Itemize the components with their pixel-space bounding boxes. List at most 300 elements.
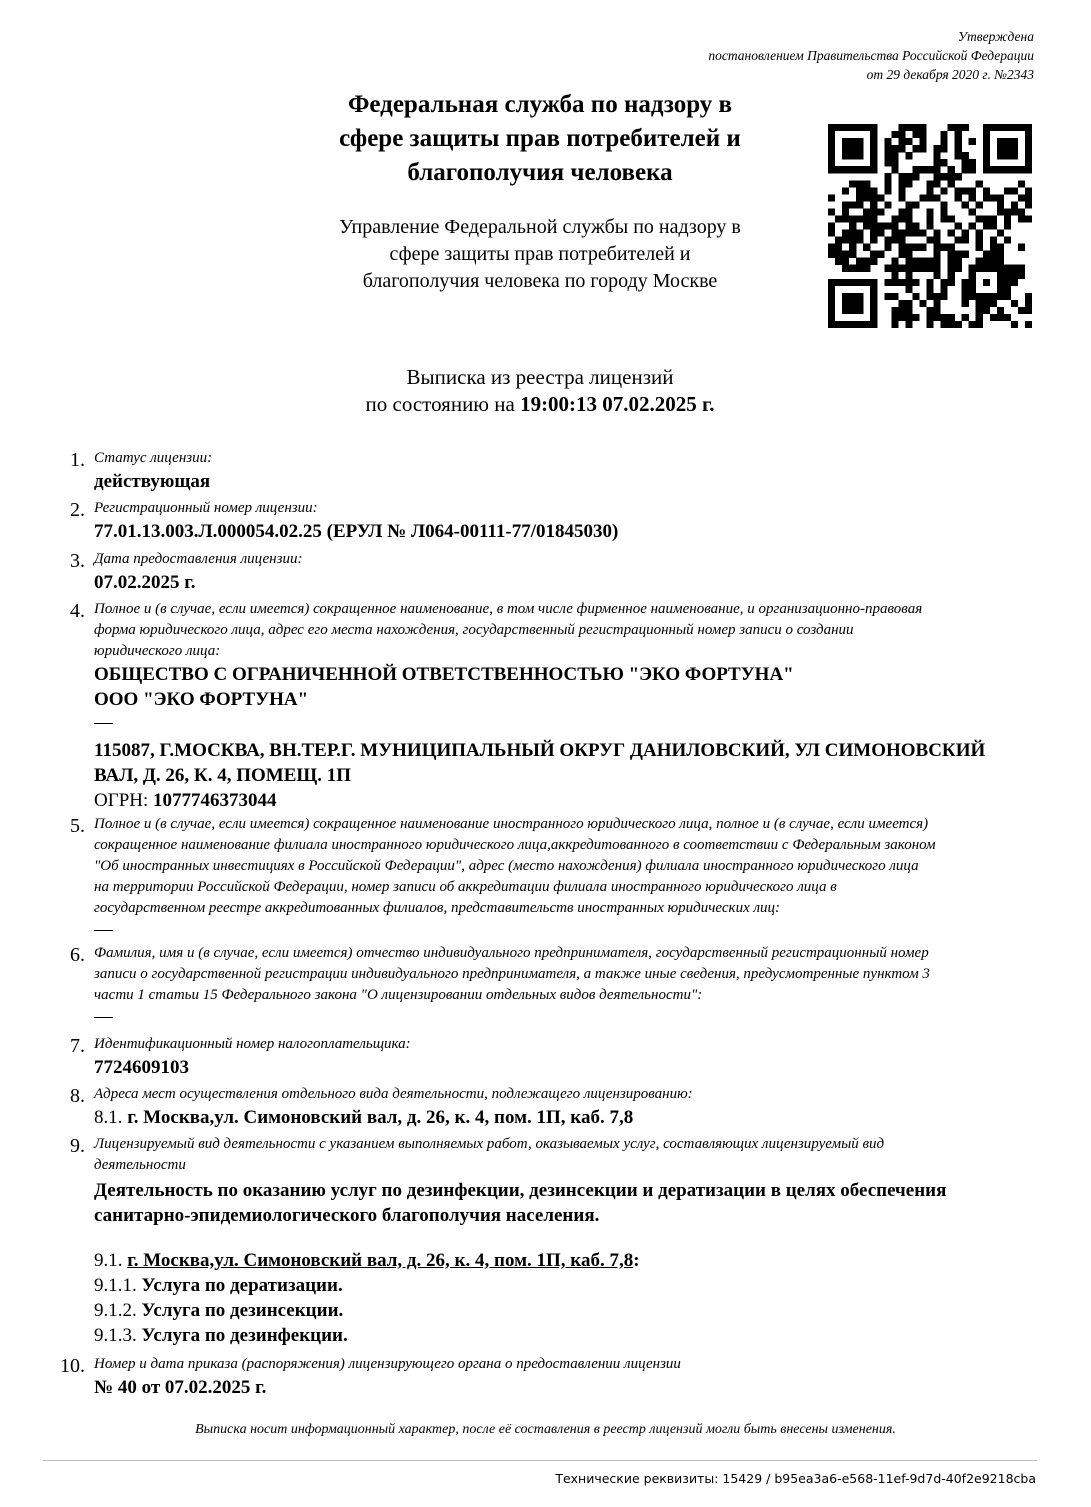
qr-module	[990, 251, 997, 258]
qr-module	[955, 145, 962, 152]
qr-module	[1011, 201, 1018, 208]
qr-module	[941, 279, 948, 286]
qr-module	[1011, 321, 1018, 328]
qr-module	[870, 124, 877, 131]
qr-module	[955, 124, 962, 131]
qr-module	[856, 300, 863, 307]
qr-module	[870, 293, 877, 300]
qr-module	[870, 166, 877, 173]
qr-module	[905, 272, 912, 279]
service-place-address: г. Москва,ул. Симоновский вал, д. 26, к. 4, пом. 1П, каб. 7,8	[127, 1250, 634, 1271]
qr-module	[919, 244, 926, 251]
qr-module	[842, 215, 849, 222]
qr-module	[962, 159, 969, 166]
qr-module	[962, 279, 969, 286]
qr-module	[969, 194, 976, 201]
qr-module	[926, 265, 933, 272]
qr-module	[842, 237, 849, 244]
qr-module	[863, 180, 870, 187]
entrepreneur-caption-line-1: Фамилия, имя и (в случае, если имеется) отчество индивидуального предпринимателя, государственный регистрационный номер	[94, 945, 929, 961]
qr-module	[891, 258, 898, 265]
qr-module	[941, 215, 948, 222]
qr-module	[905, 138, 912, 145]
qr-module	[835, 124, 842, 131]
inn-value: 7724609103	[94, 1057, 189, 1078]
qr-module	[856, 258, 863, 265]
qr-module	[891, 159, 898, 166]
qr-module	[990, 265, 997, 272]
qr-module	[891, 272, 898, 279]
qr-module	[870, 279, 877, 286]
license-date-value: 07.02.2025 г.	[94, 572, 196, 593]
qr-module	[842, 293, 849, 300]
department-line-2: сфере защиты прав потребителей и	[389, 243, 691, 265]
qr-module	[884, 152, 891, 159]
qr-module	[926, 279, 933, 286]
qr-module	[905, 180, 912, 187]
item-number: 4.	[70, 600, 85, 622]
qr-module	[905, 321, 912, 328]
qr-module	[877, 208, 884, 215]
qr-module	[983, 145, 990, 152]
qr-module	[870, 201, 877, 208]
qr-module	[828, 131, 835, 138]
qr-module	[891, 307, 898, 314]
qr-module	[849, 152, 856, 159]
qr-module	[983, 215, 990, 222]
licensed-activity-line-1: Деятельность по оказанию услуг по дезинфекции, дезинсекции и дератизации в целях обеспечения	[94, 1180, 947, 1201]
qr-module	[1025, 215, 1032, 222]
qr-module	[934, 314, 941, 321]
qr-module	[870, 237, 877, 244]
qr-module	[948, 215, 955, 222]
qr-module	[919, 145, 926, 152]
qr-module	[941, 314, 948, 321]
qr-module	[842, 307, 849, 314]
qr-module	[926, 258, 933, 265]
company-address-line-1: 115087, Г.МОСКВА, ВН.ТЕР.Г. МУНИЦИПАЛЬНЫЙ ОКРУГ ДАНИЛОВСКИЙ, УЛ СИМОНОВСКИЙ	[94, 740, 986, 761]
qr-module	[941, 293, 948, 300]
qr-module	[856, 180, 863, 187]
department-line-3: благополучия человека по городу Москве	[362, 270, 718, 292]
qr-module	[898, 265, 905, 272]
qr-module	[983, 307, 990, 314]
qr-module	[863, 166, 870, 173]
qr-module	[842, 230, 849, 237]
qr-module	[955, 187, 962, 194]
qr-module	[997, 272, 1004, 279]
service-place-9-1	[94, 1248, 1039, 1273]
qr-module	[1025, 138, 1032, 145]
qr-module	[976, 321, 983, 328]
qr-module	[1025, 187, 1032, 194]
qr-module	[835, 244, 842, 251]
qr-module	[828, 314, 835, 321]
qr-module	[912, 173, 919, 180]
qr-module	[898, 215, 905, 222]
qr-code-icon	[828, 124, 1032, 328]
qr-module	[863, 187, 870, 194]
qr-module	[849, 244, 856, 251]
qr-module	[884, 201, 891, 208]
qr-module	[905, 279, 912, 286]
agency-line-3: благополучия человека	[407, 159, 673, 186]
qr-module	[856, 237, 863, 244]
qr-module	[863, 124, 870, 131]
qr-module	[849, 265, 856, 272]
item-number: 5.	[70, 815, 85, 837]
qr-module	[828, 300, 835, 307]
qr-module	[877, 230, 884, 237]
footer-divider	[43, 1460, 1037, 1461]
qr-module	[997, 152, 1004, 159]
qr-module	[842, 258, 849, 265]
qr-module	[990, 244, 997, 251]
qr-module	[898, 173, 905, 180]
qr-module	[934, 180, 941, 187]
qr-module	[1011, 208, 1018, 215]
qr-module	[997, 166, 1004, 173]
service-9-1-2	[94, 1298, 1039, 1323]
qr-module	[976, 258, 983, 265]
qr-module	[983, 166, 990, 173]
entrepreneur-caption-line-2: записи о государственной регистрации индивидуального предпринимателя, а также иные сведения, предусмотренные пунктом 3	[94, 966, 930, 982]
service-number: 9.1.2.	[94, 1300, 137, 1321]
qr-module	[997, 145, 1004, 152]
qr-module	[912, 279, 919, 286]
qr-module	[828, 321, 835, 328]
qr-module	[1004, 279, 1011, 286]
qr-module	[884, 145, 891, 152]
qr-module	[1004, 222, 1011, 229]
qr-module	[842, 201, 849, 208]
qr-module	[983, 258, 990, 265]
qr-module	[983, 131, 990, 138]
qr-module	[962, 251, 969, 258]
qr-module	[849, 138, 856, 145]
qr-module	[842, 145, 849, 152]
qr-module	[863, 321, 870, 328]
qr-module	[870, 258, 877, 265]
qr-module	[969, 222, 976, 229]
qr-module	[870, 138, 877, 145]
service-number: 9.1.3.	[94, 1325, 137, 1346]
qr-module	[1004, 152, 1011, 159]
qr-module	[941, 208, 948, 215]
qr-module	[934, 159, 941, 166]
qr-module	[912, 201, 919, 208]
qr-module	[948, 173, 955, 180]
extract-datetime: 19:00:13 07.02.2025 г.	[520, 392, 715, 416]
qr-module	[828, 145, 835, 152]
qr-module	[990, 293, 997, 300]
qr-module	[856, 124, 863, 131]
approval-line-3: от 29 декабря 2020 г. №2343	[866, 67, 1034, 82]
qr-module	[969, 187, 976, 194]
qr-module	[948, 314, 955, 321]
qr-module	[969, 279, 976, 286]
qr-module	[997, 293, 1004, 300]
qr-module	[905, 173, 912, 180]
activity-address-8-1	[94, 1105, 1039, 1130]
qr-module	[926, 237, 933, 244]
entrepreneur-empty-dash: —	[94, 1006, 113, 1027]
qr-module	[955, 265, 962, 272]
qr-module	[898, 187, 905, 194]
qr-module	[891, 321, 898, 328]
qr-module	[1011, 272, 1018, 279]
qr-module	[863, 222, 870, 229]
qr-module	[962, 237, 969, 244]
qr-module	[891, 222, 898, 229]
qr-module	[912, 230, 919, 237]
qr-module	[912, 145, 919, 152]
qr-module	[856, 145, 863, 152]
qr-module	[948, 230, 955, 237]
qr-module	[912, 314, 919, 321]
qr-module	[934, 166, 941, 173]
qr-module	[1025, 307, 1032, 314]
qr-module	[856, 215, 863, 222]
qr-module	[849, 307, 856, 314]
ogrn-value: 1077746373044	[153, 790, 277, 811]
qr-module	[891, 215, 898, 222]
qr-module	[926, 215, 933, 222]
qr-module	[997, 314, 1004, 321]
qr-module	[1011, 138, 1018, 145]
qr-module	[997, 208, 1004, 215]
qr-module	[898, 251, 905, 258]
qr-module	[849, 321, 856, 328]
qr-module	[898, 307, 905, 314]
qr-module	[1011, 166, 1018, 173]
qr-module	[955, 237, 962, 244]
qr-module	[919, 265, 926, 272]
technical-details: Технические реквизиты: 15429 / b95ea3a6-e568-11ef-9d7d-40f2e9218cba	[555, 1471, 1036, 1486]
qr-module	[941, 286, 948, 293]
qr-module	[1025, 166, 1032, 173]
qr-module	[898, 314, 905, 321]
qr-module	[891, 265, 898, 272]
qr-module	[1004, 145, 1011, 152]
qr-module	[962, 187, 969, 194]
qr-module	[919, 131, 926, 138]
qr-module	[870, 194, 877, 201]
qr-module	[828, 166, 835, 173]
department-title	[290, 214, 790, 295]
qr-module	[1011, 279, 1018, 286]
qr-module	[948, 321, 955, 328]
qr-module	[828, 251, 835, 258]
qr-module	[884, 265, 891, 272]
qr-module	[919, 166, 926, 173]
qr-module	[983, 265, 990, 272]
qr-module	[926, 222, 933, 229]
qr-module	[870, 187, 877, 194]
qr-module	[962, 300, 969, 307]
qr-module	[926, 321, 933, 328]
qr-module	[898, 237, 905, 244]
qr-module	[997, 251, 1004, 258]
extract-title	[290, 364, 790, 418]
qr-module	[856, 194, 863, 201]
qr-module	[976, 244, 983, 251]
item-number: 2.	[70, 499, 85, 521]
qr-module	[1018, 180, 1025, 187]
activity-address-value: г. Москва,ул. Симоновский вал, д. 26, к. 4, пом. 1П, каб. 7,8	[127, 1107, 634, 1128]
qr-module	[962, 152, 969, 159]
item-number: 6.	[70, 944, 85, 966]
qr-module	[934, 237, 941, 244]
qr-module	[849, 293, 856, 300]
qr-module	[1011, 300, 1018, 307]
qr-module	[948, 258, 955, 265]
extract-date-line	[290, 391, 790, 418]
qr-module	[948, 265, 955, 272]
qr-module	[891, 314, 898, 321]
approval-line-2: постановлением Правительства Российской Федерации	[708, 48, 1034, 63]
qr-module	[948, 244, 955, 251]
qr-module	[898, 230, 905, 237]
qr-module	[941, 138, 948, 145]
qr-module	[983, 251, 990, 258]
qr-module	[1011, 265, 1018, 272]
qr-module	[969, 208, 976, 215]
qr-module	[898, 244, 905, 251]
qr-module	[870, 131, 877, 138]
qr-module	[983, 152, 990, 159]
qr-module	[990, 237, 997, 244]
qr-module	[877, 222, 884, 229]
company-ogrn	[94, 788, 1039, 813]
qr-module	[884, 173, 891, 180]
qr-module	[828, 194, 835, 201]
qr-module	[884, 222, 891, 229]
qr-module	[1025, 131, 1032, 138]
registration-number-value: 77.01.13.003.Л.000054.02.25 (ЕРУЛ № Л064-00111-77/01845030)	[94, 521, 619, 542]
qr-module	[934, 230, 941, 237]
qr-module	[934, 244, 941, 251]
qr-module	[997, 244, 1004, 251]
qr-module	[1004, 166, 1011, 173]
qr-module	[884, 159, 891, 166]
qr-module	[941, 187, 948, 194]
company-empty-dash: —	[94, 712, 113, 733]
qr-module	[983, 159, 990, 166]
qr-module	[969, 166, 976, 173]
qr-module	[828, 286, 835, 293]
qr-module	[969, 272, 976, 279]
qr-module	[835, 279, 842, 286]
qr-module	[1004, 124, 1011, 131]
qr-module	[941, 244, 948, 251]
qr-module	[849, 300, 856, 307]
qr-module	[941, 321, 948, 328]
qr-module	[976, 307, 983, 314]
qr-module	[1025, 201, 1032, 208]
service-9-1-1	[94, 1273, 1039, 1298]
qr-module	[983, 194, 990, 201]
qr-module	[990, 166, 997, 173]
qr-module	[919, 194, 926, 201]
qr-module	[856, 138, 863, 145]
qr-module	[849, 251, 856, 258]
extract-heading: Выписка из реестра лицензий	[406, 365, 674, 389]
qr-module	[997, 279, 1004, 286]
qr-module	[1025, 152, 1032, 159]
qr-module	[898, 180, 905, 187]
qr-module	[1018, 265, 1025, 272]
license-status-value: действующая	[94, 471, 211, 492]
qr-module	[828, 222, 835, 229]
qr-module	[926, 307, 933, 314]
qr-module	[898, 131, 905, 138]
qr-module	[835, 258, 842, 265]
qr-module	[905, 124, 912, 131]
qr-module	[962, 124, 969, 131]
qr-module	[1025, 321, 1032, 328]
service-number: 9.1.1.	[94, 1275, 137, 1296]
activity-addresses-caption: Адреса мест осуществления отдельного вида деятельности, подлежащего лицензированию:	[94, 1086, 693, 1102]
qr-module	[870, 286, 877, 293]
qr-module	[1011, 145, 1018, 152]
qr-module	[962, 201, 969, 208]
qr-module	[849, 124, 856, 131]
qr-module	[955, 138, 962, 145]
qr-module	[1018, 215, 1025, 222]
licensed-activity-caption-line-2: деятельности	[94, 1157, 186, 1173]
qr-module	[934, 194, 941, 201]
qr-module	[997, 138, 1004, 145]
company-caption-line-1: Полное и (в случае, если имеется) сокращенное наименование, в том числе фирменное наименование, и организационно-правовая	[94, 601, 923, 617]
qr-module	[934, 300, 941, 307]
qr-module	[941, 145, 948, 152]
qr-module	[926, 208, 933, 215]
qr-module	[919, 258, 926, 265]
qr-module	[990, 194, 997, 201]
qr-module	[849, 230, 856, 237]
qr-module	[976, 180, 983, 187]
qr-module	[842, 208, 849, 215]
qr-module	[941, 173, 948, 180]
qr-module	[898, 194, 905, 201]
qr-module	[905, 314, 912, 321]
agency-line-1: Федеральная служба по надзору в	[347, 91, 733, 118]
company-short-name: ООО "ЭКО ФОРТУНА"	[94, 689, 309, 710]
qr-module	[842, 124, 849, 131]
qr-module	[863, 244, 870, 251]
qr-module	[842, 321, 849, 328]
qr-module	[990, 314, 997, 321]
qr-module	[983, 279, 990, 286]
qr-module	[870, 208, 877, 215]
qr-module	[863, 258, 870, 265]
qr-module	[849, 201, 856, 208]
qr-module	[863, 215, 870, 222]
qr-module	[905, 244, 912, 251]
order-caption: Номер и дата приказа (распоряжения) лицензирующего органа о предоставлении лицензии	[94, 1356, 681, 1372]
qr-module	[828, 138, 835, 145]
qr-module	[828, 124, 835, 131]
qr-module	[1004, 208, 1011, 215]
qr-module	[948, 272, 955, 279]
qr-module	[983, 124, 990, 131]
qr-module	[828, 293, 835, 300]
extract-date-prefix: по состоянию на	[365, 392, 515, 416]
foreign-entity-caption-line-2: сокращенное наименование филиала иностранного юридического лица,аккредитованного в соответствии с Федеральным законом	[94, 837, 936, 853]
qr-module	[912, 258, 919, 265]
qr-module	[884, 237, 891, 244]
